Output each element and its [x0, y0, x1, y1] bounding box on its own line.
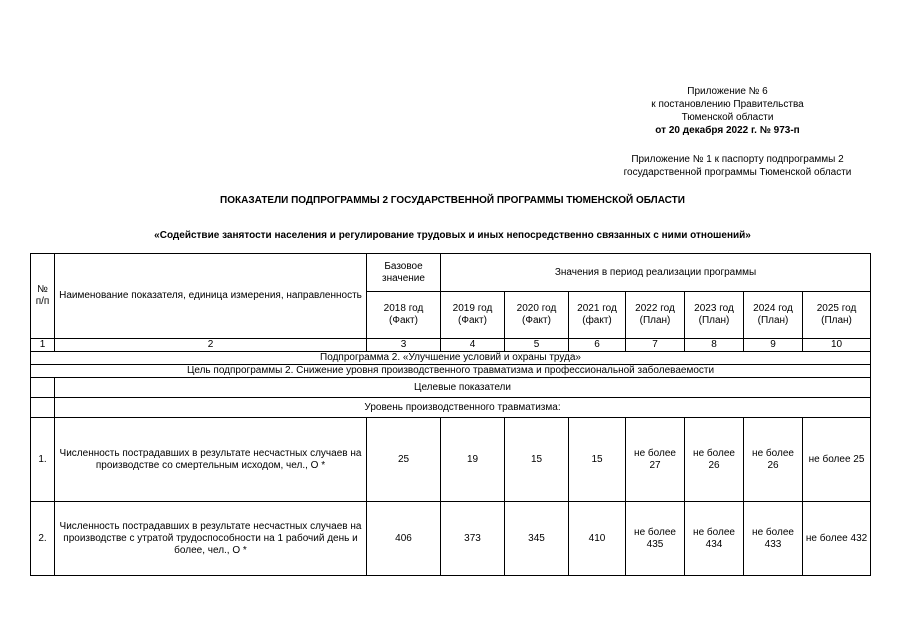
row-number: 1.: [31, 418, 55, 502]
empty-cell: [31, 378, 55, 398]
appendix-line-1: Приложение № 6: [687, 86, 768, 97]
level-title: Уровень производственного травматизма:: [55, 398, 871, 418]
value-2018: 406: [367, 502, 441, 576]
appendix-block: [540, 85, 905, 137]
value-2023: не более 434: [685, 502, 744, 576]
header-year-2024: 2024 год (План): [744, 292, 803, 339]
header-period: Значения в период реализации программы: [441, 254, 871, 292]
value-2021: 410: [569, 502, 626, 576]
value-2021: 15: [569, 418, 626, 502]
col-number: 4: [441, 339, 505, 352]
value-2019: 373: [441, 502, 505, 576]
target-indicators-title: Целевые показатели: [55, 378, 871, 398]
col-number: 3: [367, 339, 441, 352]
header-year-2023: 2023 год (План): [685, 292, 744, 339]
header-year-2019: 2019 год (Факт): [441, 292, 505, 339]
col-number: 9: [744, 339, 803, 352]
col-number: 8: [685, 339, 744, 352]
goal-row: [31, 365, 871, 378]
col-number: 6: [569, 339, 626, 352]
header-base: Базовое значение: [367, 254, 441, 292]
header-year-2022: 2022 год (План): [626, 292, 685, 339]
header-year-2018: 2018 год (Факт): [367, 292, 441, 339]
column-numbers-row: [31, 339, 871, 352]
value-2019: 19: [441, 418, 505, 502]
indicator-name: Численность пострадавших в результате несчастных случаев на производстве со смертельным исходом, чел., О *: [55, 418, 367, 502]
subprogram-row: [31, 352, 871, 365]
goal-title: Цель подпрограммы 2. Снижение уровня производственного травматизма и профессиональной заболеваемости: [31, 365, 871, 378]
header-year-2020: 2020 год (Факт): [505, 292, 569, 339]
target-indicators-row: [31, 378, 871, 398]
header-year-2025: 2025 год (План): [803, 292, 871, 339]
value-2025: не более 432: [803, 502, 871, 576]
appendix-line-4: от 20 декабря 2022 г. № 973-п: [655, 125, 800, 136]
header-name: Наименование показателя, единица измерения, направленность: [55, 254, 367, 339]
value-2022: не более 435: [626, 502, 685, 576]
row-number: 2.: [31, 502, 55, 576]
indicators-table: [30, 253, 871, 576]
col-number: 2: [55, 339, 367, 352]
appendix-line-2: к постановлению Правительства: [651, 99, 804, 110]
indicator-name: Численность пострадавших в результате несчастных случаев на производстве с утратой трудоспособности на 1 рабочий день и более, чел., О *: [55, 502, 367, 576]
header-row-1: [31, 254, 871, 292]
col-number: 10: [803, 339, 871, 352]
table-row: [31, 418, 871, 502]
value-2022: не более 27: [626, 418, 685, 502]
value-2023: не более 26: [685, 418, 744, 502]
table-row: [31, 502, 871, 576]
header-num: № п/п: [31, 254, 55, 339]
passport-appendix-line-2: государственной программы Тюменской области: [623, 167, 852, 178]
level-row: [31, 398, 871, 418]
empty-cell: [31, 398, 55, 418]
subprogram-title: Подпрограмма 2. «Улучшение условий и охраны труда»: [31, 352, 871, 365]
value-2020: 15: [505, 418, 569, 502]
col-number: 5: [505, 339, 569, 352]
value-2020: 345: [505, 502, 569, 576]
passport-appendix-line-1: Приложение № 1 к паспорту подпрограммы 2: [631, 154, 844, 165]
col-number: 1: [31, 339, 55, 352]
passport-appendix-block: [560, 153, 905, 179]
col-number: 7: [626, 339, 685, 352]
appendix-line-3: Тюменской области: [681, 112, 774, 123]
value-2024: не более 26: [744, 418, 803, 502]
header-year-2021: 2021 год (факт): [569, 292, 626, 339]
value-2024: не более 433: [744, 502, 803, 576]
document-subtitle: «Содействие занятости населения и регулирование трудовых и иных непосредственно связанных с ними отношений»: [154, 230, 751, 241]
value-2025: не более 25: [803, 418, 871, 502]
document-title: ПОКАЗАТЕЛИ ПОДПРОГРАММЫ 2 ГОСУДАРСТВЕННОЙ ПРОГРАММЫ ТЮМЕНСКОЙ ОБЛАСТИ: [220, 195, 685, 206]
value-2018: 25: [367, 418, 441, 502]
